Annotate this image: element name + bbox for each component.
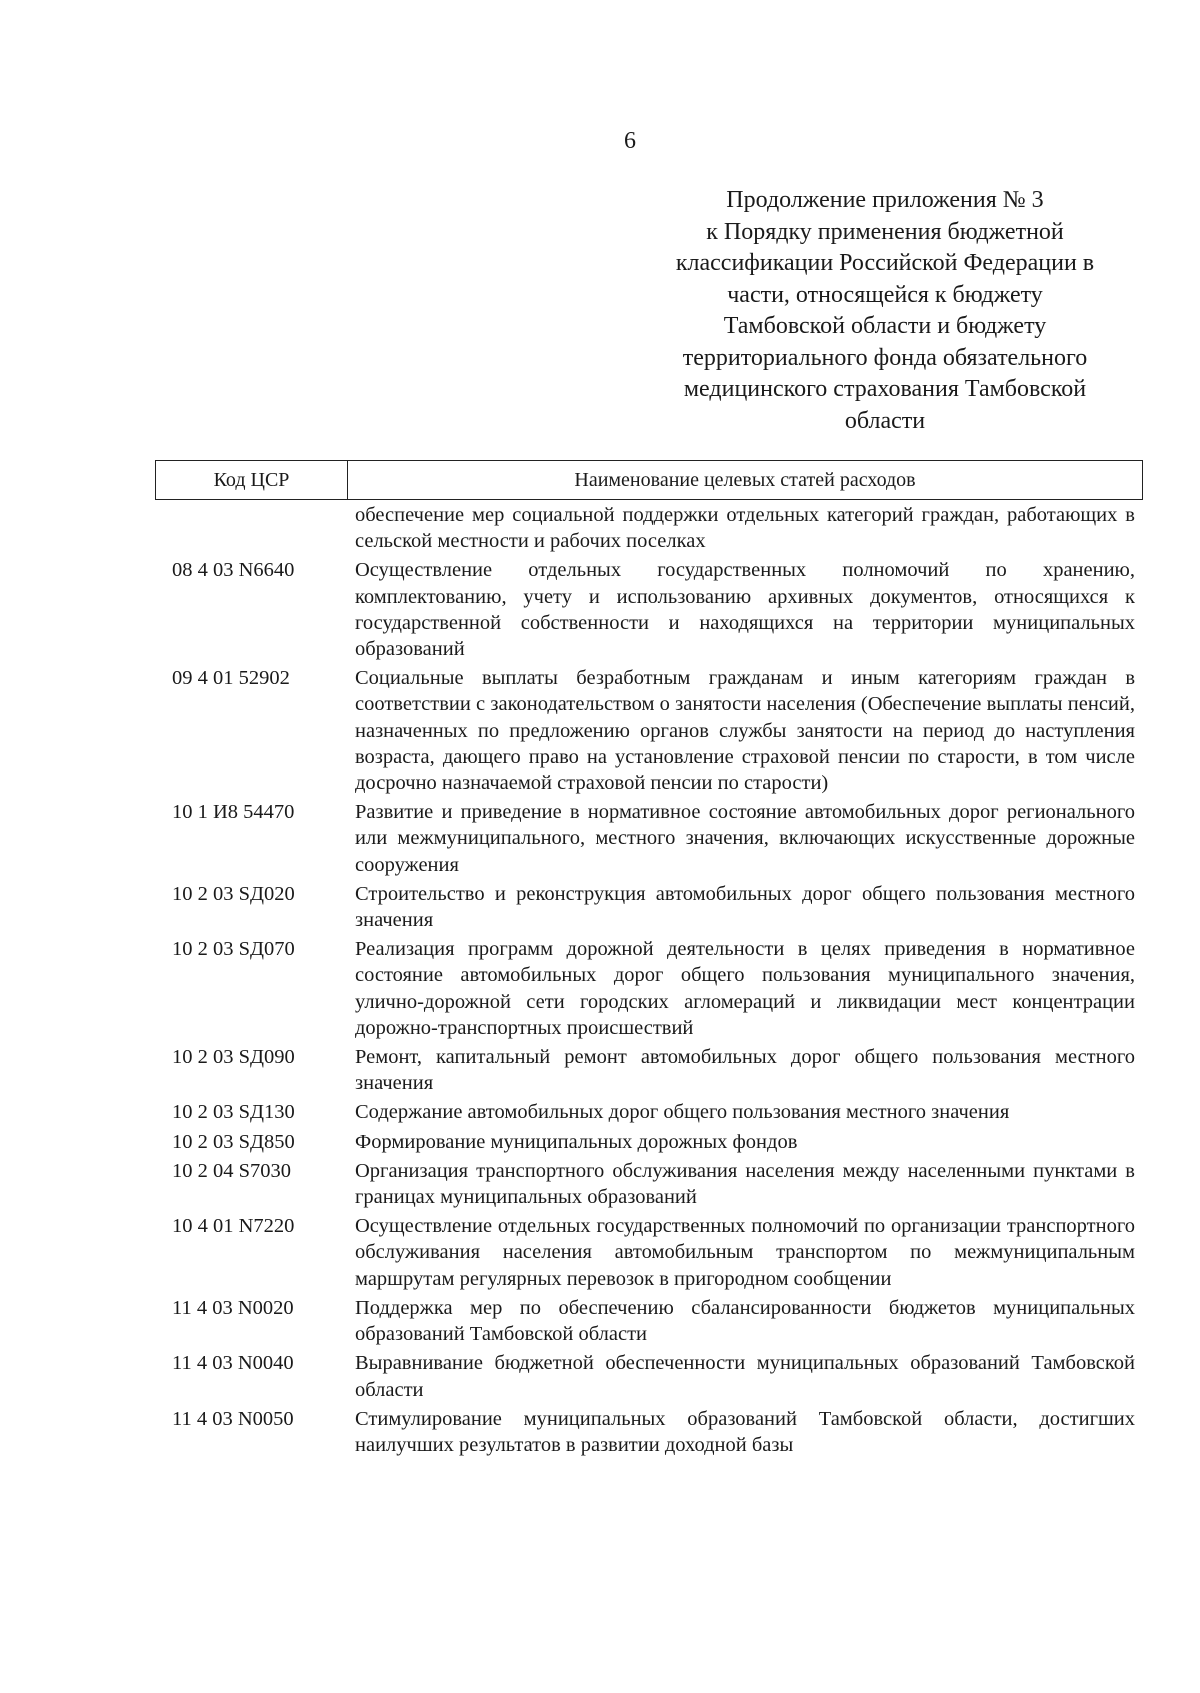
annex-header-line: к Порядку применения бюджетной (706, 218, 1064, 245)
row-text: Организация транспортного обслуживания населения между населенными пунктами в границах муниципальных образований (355, 1159, 1135, 1209)
annex-header-line: области (844, 407, 926, 434)
annex-header-line: части, относящейся к бюджету (727, 281, 1043, 308)
table-row (160, 799, 1135, 878)
annex-header-line: Тамбовской области и бюджету (723, 313, 1047, 339)
row-text: Содержание автомобильных дорог общего пользования местного значения (355, 1101, 1010, 1124)
row-code: 09 4 01 52902 (172, 667, 290, 690)
column-header-name: Наименование целевых статей расходов (574, 468, 916, 491)
column-header-code: Код ЦСР (156, 461, 348, 499)
table-row (160, 1044, 1135, 1096)
table-row (160, 557, 1135, 662)
row-code: 10 1 И8 54470 (172, 801, 295, 824)
row-code: 10 4 01 N7220 (172, 1215, 295, 1238)
table-row (160, 502, 1135, 554)
annex-header-line: территориального фонда обязательного (682, 344, 1088, 371)
row-code: 10 2 03 SД850 (172, 1130, 295, 1153)
table-row (160, 1406, 1135, 1458)
row-code: 10 2 03 SД090 (172, 1046, 295, 1069)
table-row (160, 881, 1135, 933)
row-text: обеспечение мер социальной поддержки отдельных категорий граждан, работающих в сельской местности и рабочих поселках (355, 504, 1135, 553)
row-text: Формирование муниципальных дорожных фондов (355, 1130, 798, 1153)
table-row (160, 1213, 1135, 1292)
table-row (160, 1295, 1135, 1347)
annex-header-line: Продолжение приложения № 3 (726, 187, 1044, 213)
table-header (155, 460, 1143, 500)
table-row (160, 1099, 1135, 1125)
row-code: 11 4 03 N0020 (172, 1296, 294, 1319)
row-code: 11 4 03 N0050 (172, 1407, 294, 1430)
table-row (160, 1158, 1135, 1210)
row-text: Социальные выплаты безработным гражданам и иным категориям граждан в соответствии с законодательством о занятости населения (Обеспечение выплаты пенсий, назначенных по предложению органов службы занятости на период до наступления возраста, дающего право на установление страховой пенсии по старости, в том числе досрочно назначаемой страховой пенсии по старости) (355, 667, 1135, 795)
table-row (160, 1129, 1135, 1155)
annex-header-line: классификации Российской Федерации в (675, 250, 1095, 276)
row-text: Стимулирование муниципальных образований Тамбовской области, достигших наилучших результатов в развитии доходной базы (355, 1407, 1135, 1456)
table-row (160, 936, 1135, 1041)
annex-header-line: медицинского страхования Тамбовской (683, 376, 1087, 402)
row-text: Выравнивание бюджетной обеспеченности муниципальных образований Тамбовской области (355, 1352, 1135, 1401)
row-code: 11 4 03 N0040 (172, 1352, 294, 1375)
row-text: Развитие и приведение в нормативное состояние автомобильных дорог регионального или межмуниципального, местного значения, включающих искусственные дорожные сооружения (355, 801, 1135, 876)
row-text: Поддержка мер по обеспечению сбалансированности бюджетов муниципальных образований Тамбовской области (355, 1296, 1135, 1346)
row-code: 08 4 03 N6640 (172, 559, 295, 582)
row-text: Реализация программ дорожной деятельности в целях приведения в нормативное состояние автомобильных дорог общего пользования муниципального значения, улично-дорожной сети городских агломераций и ликвидации мест концентрации дорожно-транспортных происшествий (355, 938, 1135, 1039)
row-text: Осуществление отдельных государственных полномочий по организации транспортного обслуживания населения автомобильным транспортом по межмуниципальным маршрутам регулярных перевозок в пригородном сообщении (355, 1215, 1135, 1290)
row-text: Осуществление отдельных государственных полномочий по хранению, комплектованию, учету и использованию архивных документов, относящихся к государственной собственности и находящихся на территории муниципальных образований (355, 559, 1135, 661)
row-code: 10 2 03 SД070 (172, 938, 295, 961)
table-row (160, 665, 1135, 796)
table-row (160, 1350, 1135, 1402)
annex-header (625, 185, 1145, 437)
row-text: Строительство и реконструкция автомобильных дорог общего пользования местного значения (355, 882, 1135, 932)
row-code: 10 2 03 SД020 (172, 882, 295, 905)
page-number: 6 (624, 128, 636, 154)
row-code: 10 2 03 SД130 (172, 1101, 295, 1124)
row-text: Ремонт, капитальный ремонт автомобильных дорог общего пользования местного значения (355, 1046, 1135, 1095)
table-body (160, 502, 1135, 1461)
row-code: 10 2 04 S7030 (172, 1159, 292, 1182)
